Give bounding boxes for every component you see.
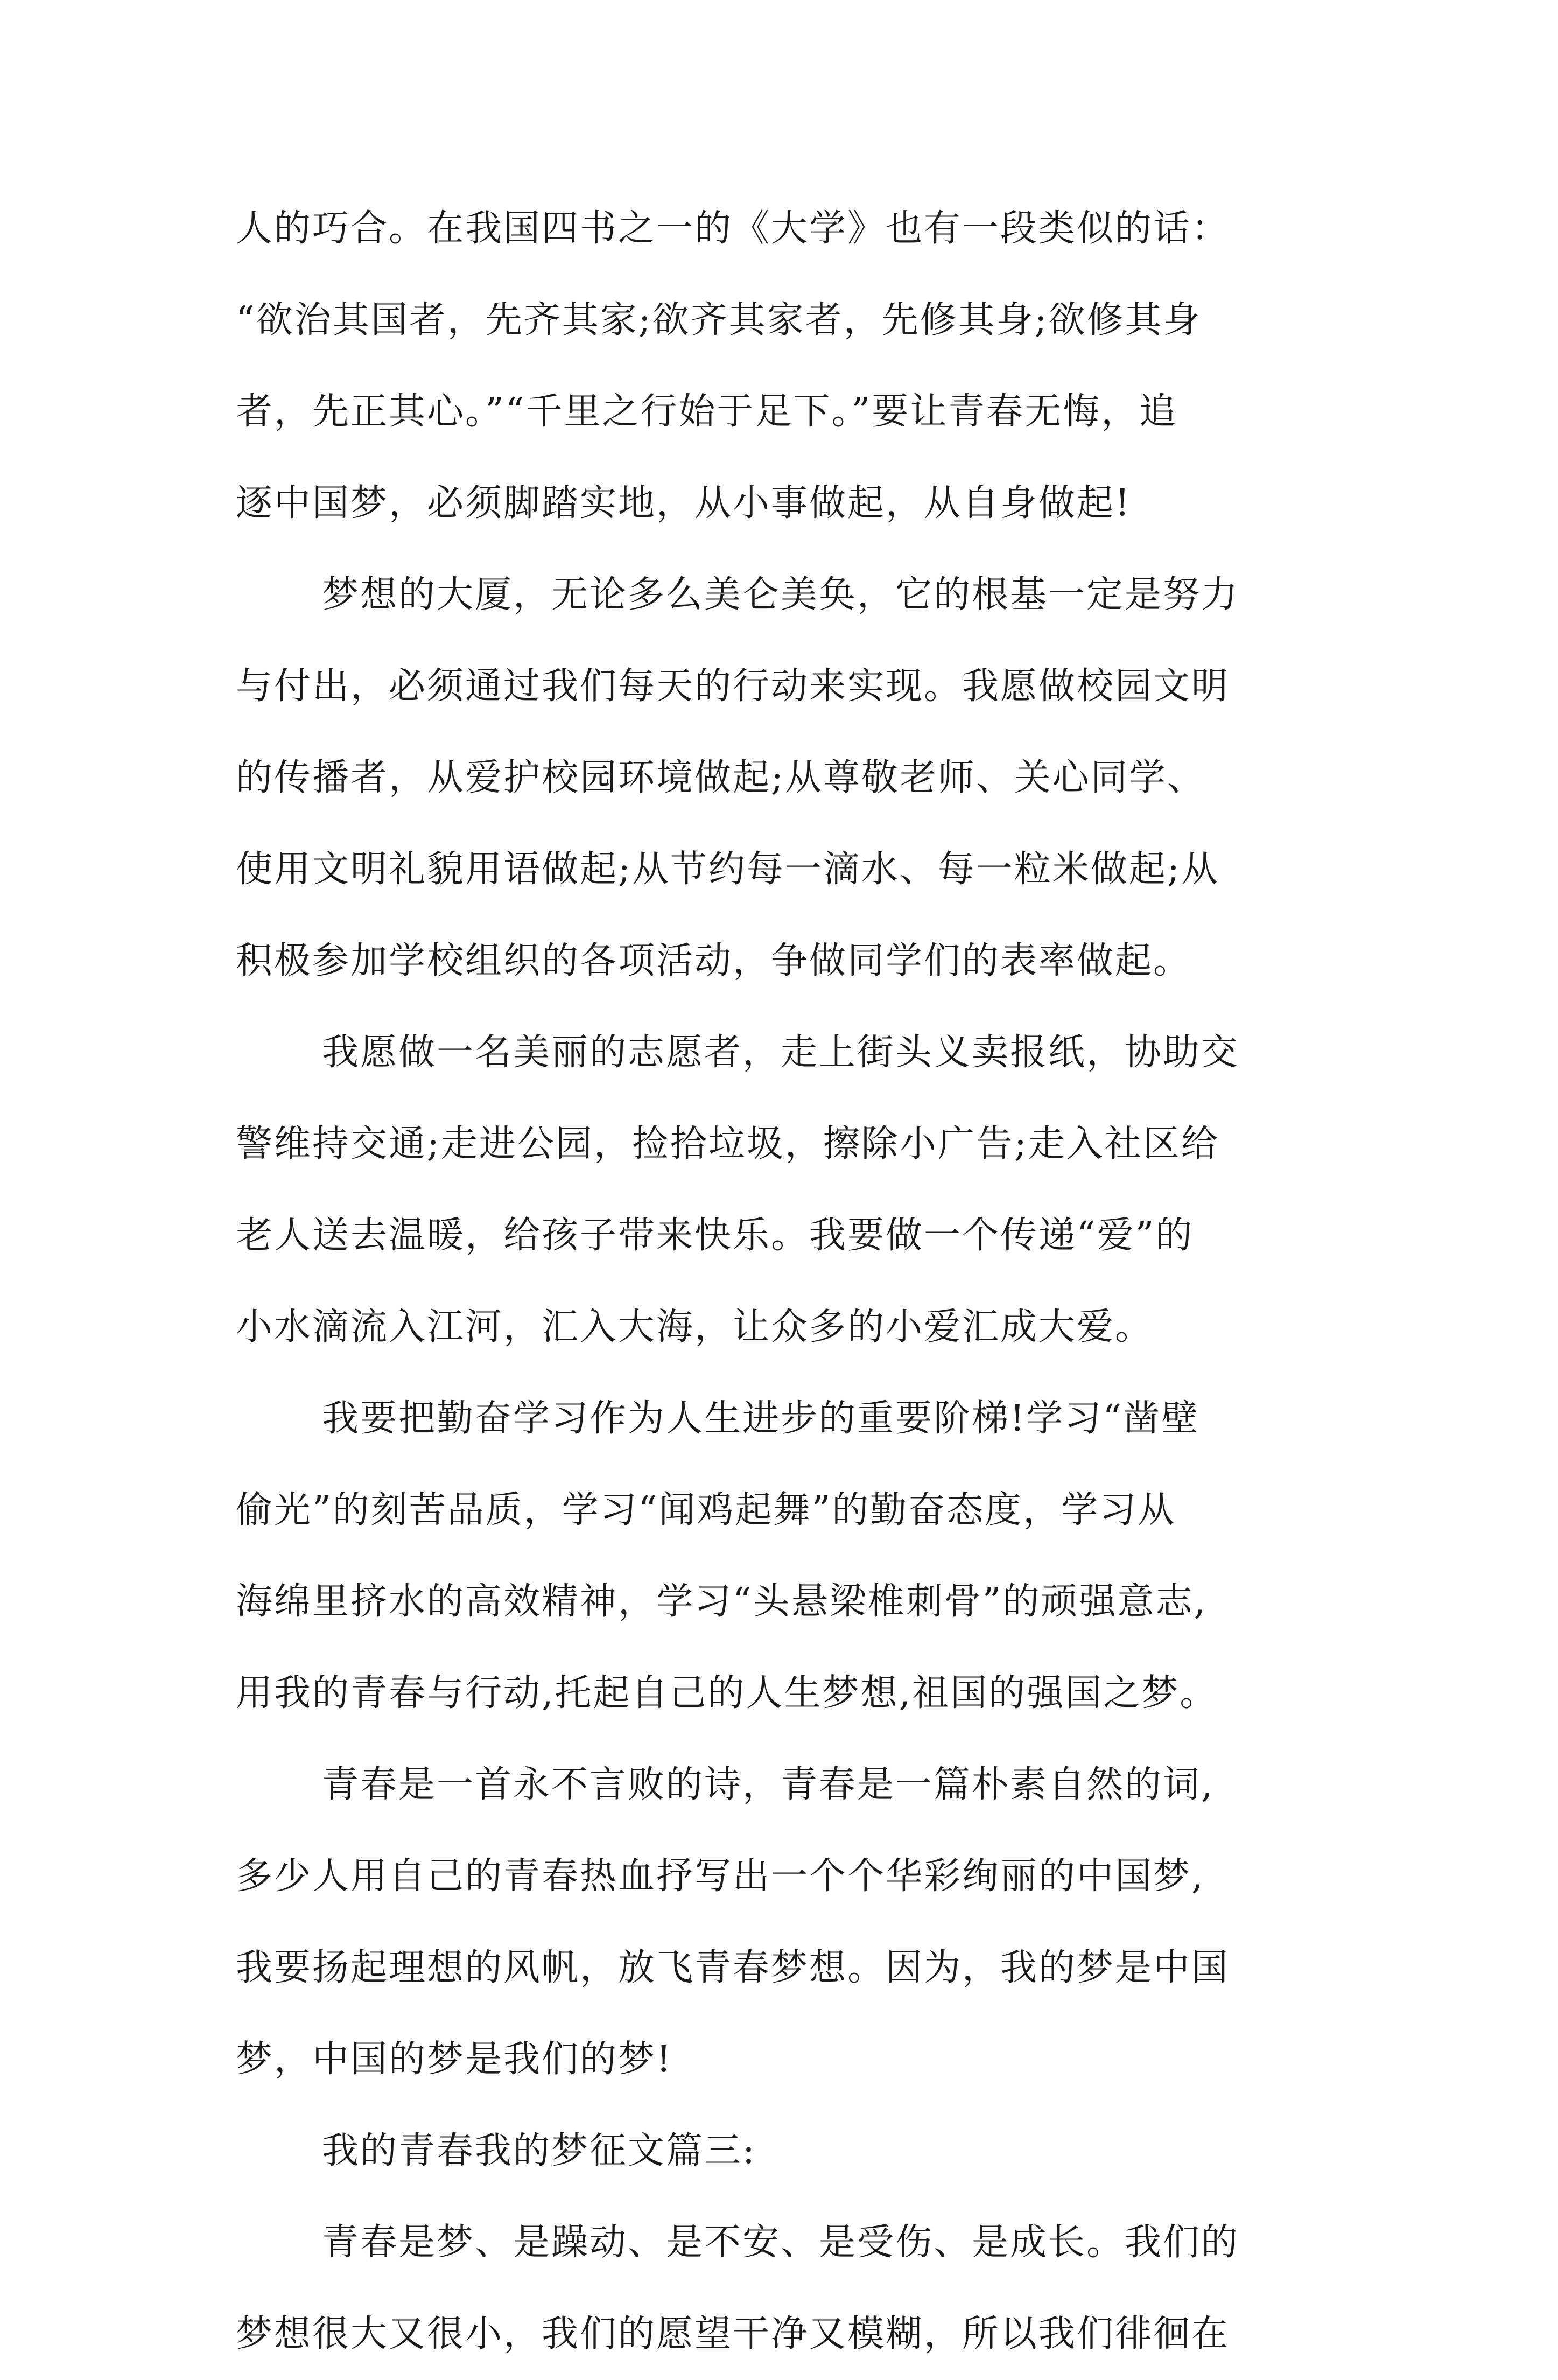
text-line: 者，先正其心。”“千里之行始于足下。”要让青春无悔，追	[236, 390, 1178, 433]
text-line: 的传播者，从爱护校园环境做起;从尊敬老师、关心同学、	[236, 757, 1205, 799]
text-line: 小水滴流入江河，汇入大海，让众多的小爱汇成大爱。	[236, 1306, 1154, 1348]
text-line: 我要扬起理想的风帆，放飞青春梦想。因为，我的梦是中国	[236, 1947, 1230, 1989]
text-line: 用我的青春与行动,托起自己的人生梦想,祖国的强国之梦。	[236, 1672, 1218, 1714]
document-body	[236, 183, 1323, 2380]
text-line: 与付出，必须通过我们每天的行动来实现。我愿做校园文明	[236, 665, 1230, 708]
paragraph-first-line: 青春是梦、是躁动、是不安、是受伤、是成长。我们的	[322, 2221, 1240, 2264]
paragraph-first-line: 梦想的大厦，无论多么美仑美奂，它的根基一定是努力	[322, 573, 1240, 616]
text-line: 积极参加学校组织的各项活动，争做同学们的表率做起。	[236, 940, 1192, 982]
section-heading: 我的青春我的梦征文篇三:	[322, 2130, 756, 2172]
text-line: 警维持交通;走进公园，捡拾垃圾，擦除小广告;走入社区给	[236, 1123, 1219, 1165]
paragraph-first-line: 我要把勤奋学习作为人生进步的重要阶梯!学习“凿壁	[322, 1397, 1200, 1440]
text-line: 人的巧合。在我国四书之一的《大学》也有一段类似的话：	[236, 207, 1230, 250]
text-line: 梦想很大又很小，我们的愿望干净又模糊，所以我们徘徊在	[236, 2313, 1230, 2355]
paragraph-first-line: 青春是一首永不言败的诗，青春是一篇朴素自然的词,	[322, 1763, 1215, 1806]
text-line: 海绵里挤水的高效精神，学习“头悬梁椎刺骨”的顽强意志,	[236, 1580, 1208, 1623]
text-line: 老人送去温暖，给孩子带来快乐。我要做一个传递“爱”的	[236, 1214, 1194, 1257]
text-line: 偷光”的刻苦品质，学习“闻鸡起舞”的勤奋态度，学习从	[236, 1489, 1176, 1531]
text-line: 逐中国梦，必须脚踏实地，从小事做起，从自身做起!	[236, 482, 1132, 524]
text-line: 多少人用自己的青春热血抒写出一个个华彩绚丽的中国梦,	[236, 1855, 1205, 1898]
text-line: 使用文明礼貌用语做起;从节约每一滴水、每一粒米做起;从	[236, 848, 1219, 891]
text-line: 梦，中国的梦是我们的梦!	[236, 2038, 673, 2081]
paragraph-first-line: 我愿做一名美丽的志愿者，走上街头义卖报纸，协助交	[322, 1031, 1240, 1074]
text-line: “欲治其国者，先齐其家;欲齐其家者，先修其身;欲修其身	[236, 299, 1202, 341]
